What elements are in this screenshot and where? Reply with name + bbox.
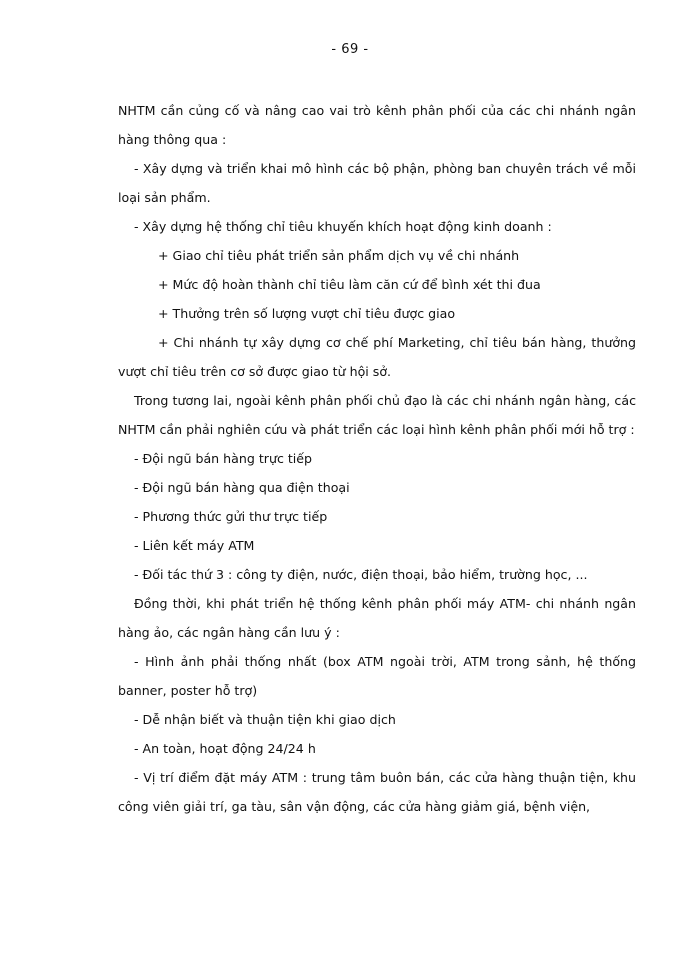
list-item: - An toàn, hoạt động 24/24 h (134, 741, 316, 756)
sub-list-item: + Mức độ hoàn thành chỉ tiêu làm căn cứ để bình xét thi đua (158, 277, 541, 292)
document-body (118, 96, 636, 821)
list-item: - Đối tác thứ 3 : công ty điện, nước, điện thoại, bảo hiểm, trường học, ... (134, 567, 588, 582)
list-item: - Phương thức gửi thư trực tiếp (134, 509, 328, 524)
paragraph: Đồng thời, khi phát triển hệ thống kênh phân phối máy ATM- chi nhánh ngân hàng ảo, các ngân hàng cần lưu ý : (118, 596, 636, 640)
list-item: - Xây dựng và triển khai mô hình các bộ phận, phòng ban chuyên trách về mỗi loại sản phẩm. (118, 161, 636, 205)
list-item: - Dễ nhận biết và thuận tiện khi giao dịch (134, 712, 396, 727)
page-number: - 69 - (331, 42, 369, 57)
list-item: - Vị trí điểm đặt máy ATM : trung tâm buôn bán, các cửa hàng thuận tiện, khu công viên giải trí, ga tàu, sân vận động, các cửa hàng giảm giá, bệnh viện, (118, 770, 636, 814)
sub-list-item: + Giao chỉ tiêu phát triển sản phẩm dịch vụ về chi nhánh (158, 248, 520, 263)
list-item: - Xây dựng hệ thống chỉ tiêu khuyến khích hoạt động kinh doanh : (134, 219, 552, 234)
list-item: - Đội ngũ bán hàng qua điện thoại (134, 480, 350, 495)
paragraph-intro: NHTM cần củng cố và nâng cao vai trò kênh phân phối của các chi nhánh ngân hàng thông qua : (118, 103, 636, 147)
list-item: - Liên kết máy ATM (134, 538, 255, 553)
list-item: - Đội ngũ bán hàng trực tiếp (134, 451, 313, 466)
list-item: - Hình ảnh phải thống nhất (box ATM ngoài trời, ATM trong sảnh, hệ thống banner, poster hỗ trợ) (118, 654, 636, 698)
paragraph: Trong tương lai, ngoài kênh phân phối chủ đạo là các chi nhánh ngân hàng, các NHTM cần phải nghiên cứu và phát triển các loại hình kênh phân phối mới hỗ trợ : (118, 393, 636, 437)
sub-list-item: + Chi nhánh tự xây dựng cơ chế phí Marketing, chỉ tiêu bán hàng, thưởng vượt chỉ tiêu trên cơ sở được giao từ hội sở. (118, 335, 636, 379)
sub-list-item: + Thưởng trên số lượng vượt chỉ tiêu được giao (158, 306, 456, 321)
